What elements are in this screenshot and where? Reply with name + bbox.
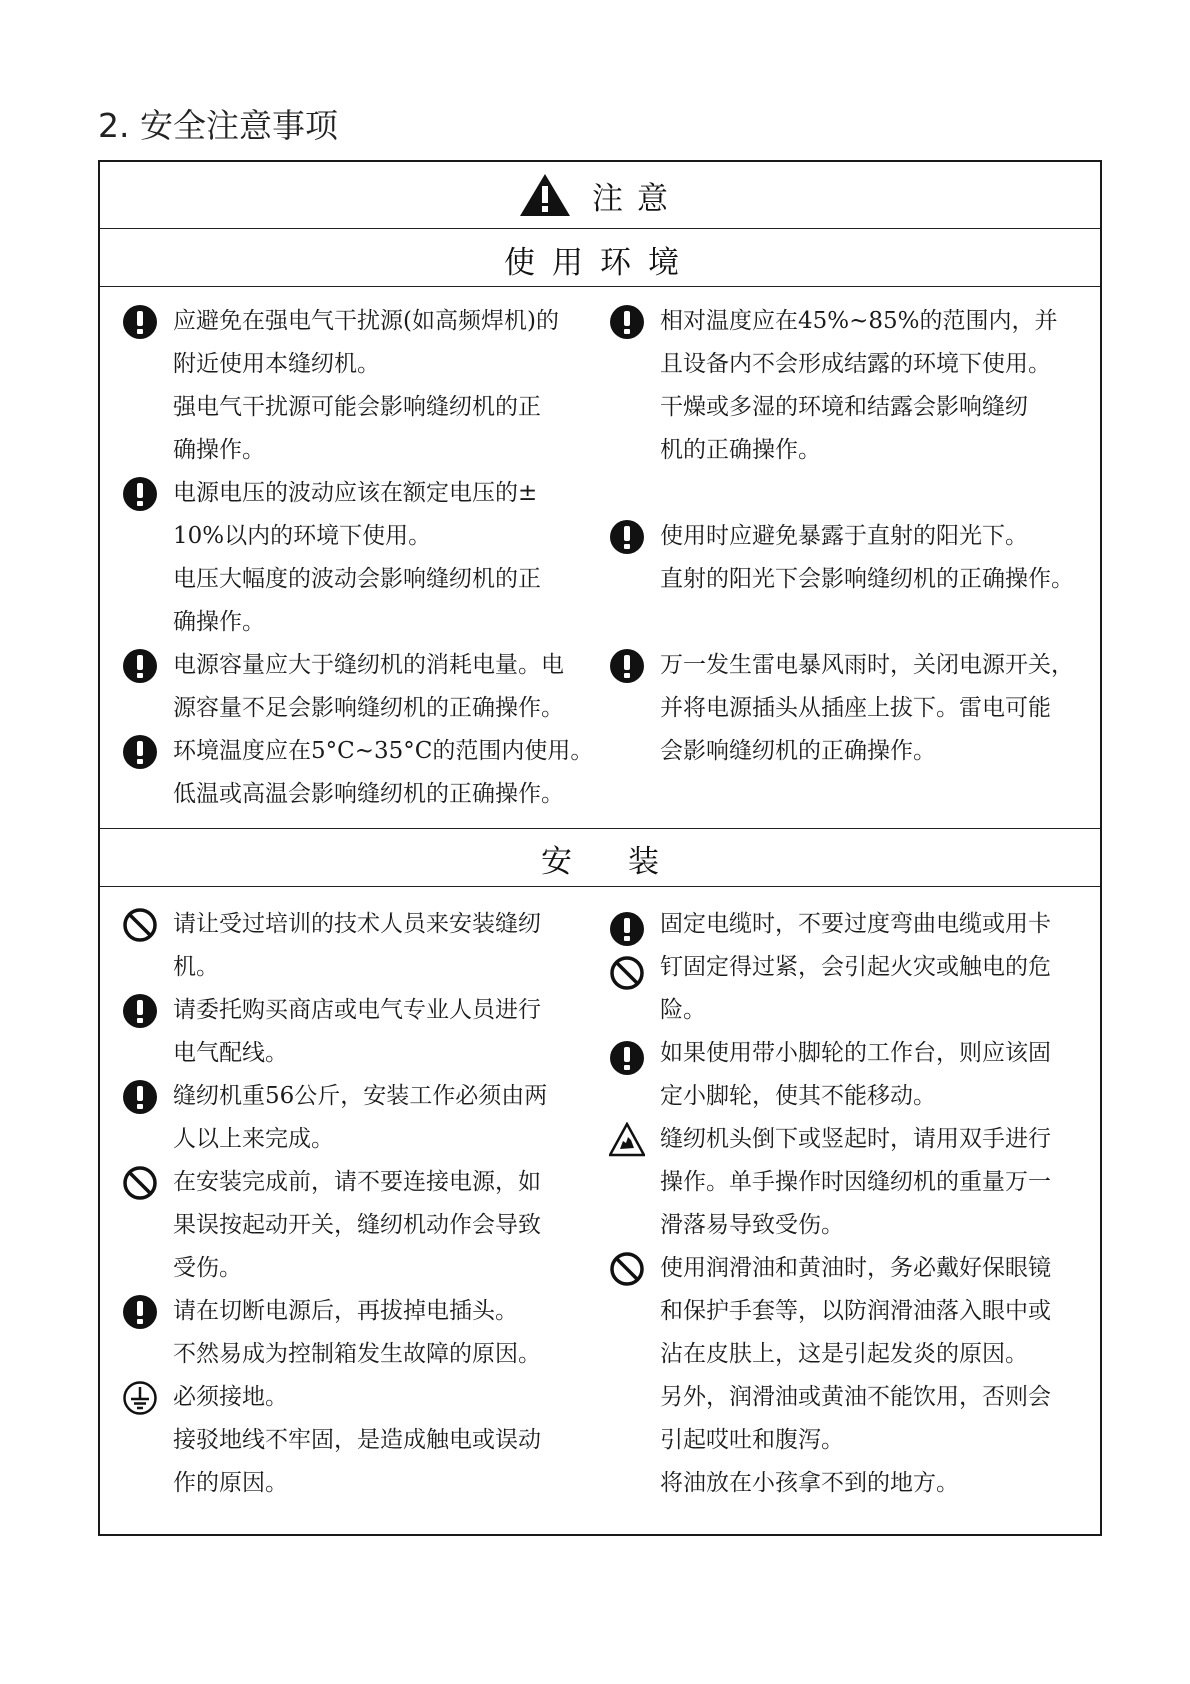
caution-header [100, 162, 1100, 228]
item-line: 果误按起动开关，缝纫机动作会导致 [173, 1212, 541, 1238]
item-line: 和保护手套等，以防润滑油落入眼中或 [660, 1298, 1051, 1324]
exclamation-icon [122, 993, 158, 1029]
item-line: 并将电源插头从插座上拔下。雷电可能 [660, 695, 1051, 721]
item-line: 不然易成为控制箱发生故障的原因。 [173, 1341, 541, 1367]
exclamation-icon [122, 304, 158, 340]
section-header-environment [100, 230, 1100, 288]
item-line: 直射的阳光下会影响缝纫机的正确操作。 [660, 566, 1074, 592]
item-line: 电气配线。 [173, 1040, 288, 1066]
item-line: 请让受过培训的技术人员来安装缝纫 [173, 911, 541, 937]
caution-label: 注意 [592, 180, 682, 217]
item-line: 相对温度应在45%~85%的范围内，并 [660, 308, 1058, 334]
list-item [173, 472, 593, 644]
item-line: 电压大幅度的波动会影响缝纫机的正 [173, 566, 541, 592]
list-item [173, 644, 593, 730]
item-line: 如果使用带小脚轮的工作台，则应该固 [660, 1040, 1051, 1066]
item-line: 人以上来完成。 [173, 1126, 334, 1152]
item-line: 另外，润滑油或黄油不能饮用，否则会 [660, 1384, 1051, 1410]
exclamation-icon [609, 519, 645, 555]
item-line: 万一发生雷电暴风雨时，关闭电源开关， [660, 652, 1074, 678]
list-item [173, 1161, 593, 1290]
item-line: 险。 [660, 997, 706, 1023]
item-line: 使用时应避免暴露于直射的阳光下。 [660, 523, 1028, 549]
page-title: 2. 安全注意事项 [98, 106, 338, 145]
exclamation-icon [609, 304, 645, 340]
list-item [173, 730, 593, 816]
item-line: 且设备内不会形成结露的环境下使用。 [660, 351, 1051, 377]
item-line: 必须接地。 [173, 1384, 288, 1410]
exclamation-icon [122, 476, 158, 512]
list-item [660, 644, 1080, 773]
item-line: 缝纫机重56公斤，安装工作必须由两 [173, 1083, 548, 1109]
list-item [660, 903, 1080, 1032]
item-line: 操作。单手操作时因缝纫机的重量万一 [660, 1169, 1051, 1195]
item-line: 使用润滑油和黄油时，务必戴好保眼镜 [660, 1255, 1051, 1281]
item-line: 10%以内的环境下使用。 [173, 523, 432, 549]
item-line: 确操作。 [173, 437, 265, 463]
list-item [173, 300, 593, 472]
item-line: 请在切断电源后，再拔掉电插头。 [173, 1298, 518, 1324]
list-item [660, 300, 1080, 472]
exclamation-icon [609, 911, 645, 947]
ground-icon [122, 1380, 158, 1416]
list-item [660, 1118, 1080, 1247]
exclamation-icon [122, 1294, 158, 1330]
item-line: 干燥或多湿的环境和结露会影响缝纫 [660, 394, 1028, 420]
section-title: 使用环境 [504, 244, 696, 281]
list-item [660, 515, 1080, 601]
list-item [173, 1290, 593, 1376]
hand-caution-icon [609, 1122, 645, 1158]
section-header-installation [100, 829, 1100, 887]
item-line: 定小脚轮，使其不能移动。 [660, 1083, 936, 1109]
item-line: 引起哎吐和腹泻。 [660, 1427, 844, 1453]
list-item [660, 1247, 1080, 1505]
divider [100, 886, 1100, 887]
prohibited-icon [609, 1251, 645, 1287]
item-line: 源容量不足会影响缝纫机的正确操作。 [173, 695, 564, 721]
list-item [173, 1075, 593, 1161]
divider [100, 286, 1100, 287]
safety-table [98, 160, 1102, 1536]
prohibited-icon [609, 955, 645, 991]
item-line: 钉固定得过紧，会引起火灾或触电的危 [660, 954, 1051, 980]
item-line: 电源电压的波动应该在额定电压的± [173, 480, 538, 506]
exclamation-icon [122, 734, 158, 770]
item-line: 电源容量应大于缝纫机的消耗电量。电 [173, 652, 564, 678]
list-item [173, 989, 593, 1075]
item-line: 沾在皮肤上，这是引起发炎的原因。 [660, 1341, 1028, 1367]
item-line: 机。 [173, 954, 219, 980]
item-line: 强电气干扰源可能会影响缝纫机的正 [173, 394, 541, 420]
item-line: 将油放在小孩拿不到的地方。 [660, 1470, 959, 1496]
list-item [173, 903, 593, 989]
item-line: 附近使用本缝纫机。 [173, 351, 380, 377]
item-line: 环境温度应在5°C~35°C的范围内使用。 [173, 738, 594, 764]
list-item [660, 1032, 1080, 1118]
item-line: 作的原因。 [173, 1470, 288, 1496]
item-line: 应避免在强电气干扰源(如高频焊机)的 [173, 308, 559, 334]
item-line: 接驳地线不牢固，是造成触电或误动 [173, 1427, 541, 1453]
item-line: 固定电缆时，不要过度弯曲电缆或用卡 [660, 911, 1051, 937]
prohibited-icon [122, 907, 158, 943]
item-line: 受伤。 [173, 1255, 242, 1281]
item-line: 确操作。 [173, 609, 265, 635]
item-line: 在安装完成前，请不要连接电源，如 [173, 1169, 541, 1195]
section-title: 安装 [541, 843, 715, 880]
warning-triangle-icon [518, 172, 572, 218]
item-line: 缝纫机头倒下或竖起时，请用双手进行 [660, 1126, 1051, 1152]
item-line: 会影响缝纫机的正确操作。 [660, 738, 936, 764]
item-line: 低温或高温会影响缝纫机的正确操作。 [173, 781, 564, 807]
prohibited-icon [122, 1165, 158, 1201]
exclamation-icon [122, 1079, 158, 1115]
exclamation-icon [609, 648, 645, 684]
divider [100, 228, 1100, 229]
list-item [173, 1376, 593, 1505]
item-line: 请委托购买商店或电气专业人员进行 [173, 997, 541, 1023]
item-line: 机的正确操作。 [660, 437, 821, 463]
exclamation-icon [609, 1040, 645, 1076]
exclamation-icon [122, 648, 158, 684]
item-line: 滑落易导致受伤。 [660, 1212, 844, 1238]
